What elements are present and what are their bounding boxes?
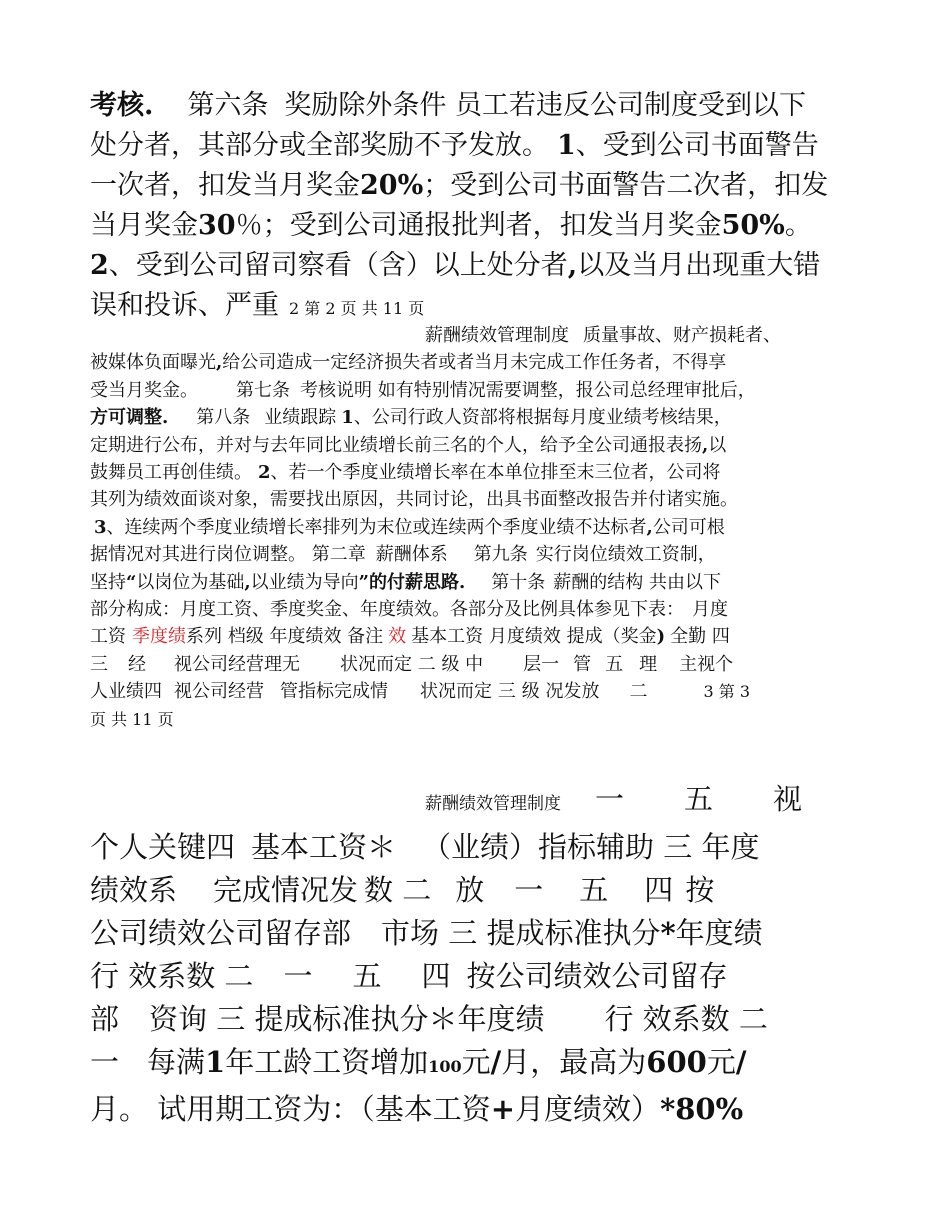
text-span: ,	[646, 516, 653, 538]
text-line	[90, 955, 870, 998]
text-line	[90, 541, 870, 568]
text-span: ,	[702, 434, 709, 456]
text-line	[90, 778, 870, 826]
list-number: 1	[557, 130, 576, 161]
list-number: 2	[90, 250, 109, 281]
text-line	[90, 206, 870, 246]
text-span: 五	[684, 782, 714, 816]
text-line	[90, 706, 870, 733]
text-span: 实行岗位绩效工资制，	[535, 544, 716, 566]
text-span: 三	[90, 653, 108, 675]
text-line	[90, 514, 870, 541]
text-span: 数 二	[364, 873, 432, 907]
text-span: 月度绩效）	[515, 1092, 661, 1126]
text-span: 资询 三 提成标准执分＊年度绩	[149, 1002, 545, 1036]
text-span: 、连续两个季度业绩增长率排列为末位或连续两个季度业绩不达标者	[106, 516, 647, 538]
text-span: 坚持	[90, 571, 126, 593]
text-span: 年度绩	[675, 916, 763, 950]
text-line	[90, 166, 870, 206]
percentage-value: 30	[198, 210, 236, 241]
text-line	[90, 623, 870, 650]
text-span: 元	[706, 1045, 736, 1079]
text-line	[90, 404, 870, 431]
text-line	[90, 1041, 870, 1088]
text-span: 人业绩四	[90, 681, 162, 703]
percentage-value: 50%	[721, 210, 785, 241]
text-span: 据情况对其进行岗位调整。 第二章	[90, 544, 366, 566]
text-span: 个人关键四	[90, 830, 236, 864]
text-span: 工资	[90, 626, 126, 648]
text-span: 按	[685, 873, 715, 907]
page-header: 薪酬绩效管理制度	[425, 794, 561, 814]
article-heading: 第九条	[473, 544, 528, 566]
text-line	[90, 596, 870, 623]
text-span: 一	[595, 782, 625, 816]
text-line	[90, 246, 870, 286]
text-span: 经	[128, 653, 146, 675]
text-span: 全勤 四	[670, 626, 730, 648]
article-heading: 第六条	[187, 90, 269, 121]
list-number: 3	[94, 516, 107, 538]
text-span: 主视个	[679, 653, 734, 675]
text-span: 。	[784, 210, 812, 241]
text-line	[90, 486, 870, 513]
chapter-heading: 薪酬体系	[375, 544, 448, 566]
text-span: 以岗位为基础	[136, 571, 245, 593]
text-span: 五	[352, 959, 382, 993]
text-span: 奖励除外条件 员工若违反公司制度受到以下	[284, 90, 806, 121]
text-span: 以业绩为导向	[250, 571, 359, 593]
text-span: 按公司绩效公司留存	[466, 959, 728, 993]
text-span: 、受到公司书面警告	[575, 130, 819, 161]
text-span: 鼓舞员工再创佳绩。	[90, 462, 252, 484]
text-span: 、受到公司留司察看（含）以上处分者	[108, 250, 568, 281]
text-span: （业绩）指标辅助 三 年度	[422, 830, 760, 864]
text-span: 方可调整.	[90, 407, 169, 429]
text-span: 考核说明 如有特别情况需要调整，报公司总经理审批后，	[300, 379, 756, 401]
text-span: 当月奖金	[90, 210, 198, 241]
text-span: ”	[358, 571, 369, 593]
text-span: 元	[461, 1045, 491, 1079]
text-span: 考核.	[90, 90, 154, 121]
text-span: 公司可根	[652, 516, 725, 538]
article-heading: 第七条	[236, 379, 290, 401]
text-span: 行 效系数 二	[90, 959, 254, 993]
text-span: 市场 三 提成标准执分	[381, 916, 661, 950]
text-span: 月。 试用期工资为：（基本工资	[90, 1092, 491, 1126]
text-span: 公司绩效公司留存部	[90, 916, 352, 950]
list-number: 2	[258, 462, 271, 484]
text-span: 视公司经营	[174, 681, 264, 703]
text-span: /	[490, 1045, 502, 1079]
text-span: 定期进行公布，并对与去年同比业绩增长前三名的个人，给予全公司通报表扬	[90, 434, 702, 456]
text-span: 部	[90, 1002, 120, 1036]
text-line	[90, 651, 870, 678]
text-line	[90, 826, 870, 869]
page-4-text-block	[90, 778, 870, 1131]
text-span: 薪酬的结构 共由以下	[553, 571, 722, 593]
text-span: *	[660, 916, 676, 950]
text-span: 层一	[523, 653, 560, 675]
text-span: )	[656, 626, 666, 648]
text-line	[90, 459, 870, 486]
text-span: 质量事故、财产损耗者、	[583, 325, 781, 346]
text-span: 基本工资 月度绩效 提成（奖金	[411, 626, 657, 648]
text-span: 视	[773, 782, 803, 816]
text-span: 二	[629, 681, 648, 703]
text-span: 一	[90, 1045, 120, 1079]
text-line	[90, 569, 870, 596]
text-span: 、若一个季度业绩增长率在本单位排至末三位者，公司将	[270, 462, 721, 484]
text-span: 四	[421, 959, 451, 993]
text-line	[90, 86, 870, 126]
highlighted-text: 季度绩	[132, 626, 186, 648]
text-span: 一次者，扣发当月奖金	[90, 170, 360, 201]
text-span: 理	[639, 653, 658, 675]
article-heading: 第十条	[491, 571, 546, 593]
text-line	[90, 126, 870, 166]
text-span: 绩效系	[90, 873, 178, 907]
text-span: ,	[567, 250, 578, 281]
text-span: /	[735, 1045, 747, 1079]
text-span: 一	[514, 873, 544, 907]
text-line	[90, 869, 870, 912]
text-span: 四	[644, 873, 674, 907]
text-span: 五	[605, 653, 624, 675]
page-footer: 2 第 2 页 共 11 页	[289, 299, 425, 318]
text-span: 系列 档级 年度绩效 备注	[186, 626, 384, 648]
text-line	[90, 912, 870, 955]
text-span: 部分构成：月度工资、季度奖金、年度绩效。各部分及比例具体参见下表：	[90, 599, 684, 621]
text-span: 误和投诉、严重	[90, 290, 279, 321]
text-span: 被媒体负面曝光	[90, 352, 216, 374]
text-span: 处分者，其部分或全部奖励不予发放。	[90, 130, 549, 161]
page-footer: 3 第 3	[703, 682, 751, 702]
page-3-text-block	[90, 322, 870, 733]
list-number: 1	[341, 407, 354, 429]
text-line	[90, 432, 870, 459]
text-span: 的付薪思路.	[369, 571, 466, 593]
text-span: 业绩跟踪	[264, 407, 337, 429]
text-span: 以及当月出现重大错	[577, 250, 821, 281]
text-span: *80%	[660, 1092, 744, 1126]
text-line	[90, 322, 870, 349]
text-line	[90, 349, 870, 376]
text-span: 600	[646, 1045, 707, 1079]
text-span: +	[490, 1092, 516, 1126]
text-span: 五	[579, 873, 609, 907]
text-span: 月，最高为	[501, 1045, 647, 1079]
text-span: 放	[455, 873, 485, 907]
text-line	[90, 377, 870, 404]
text-span: 以	[708, 434, 727, 456]
text-span: 月度	[692, 599, 728, 621]
article-heading: 第八条	[196, 407, 251, 429]
text-span: ,	[244, 571, 251, 593]
text-span: 受当月奖金。	[90, 379, 198, 401]
text-span: 年工龄工资增加	[225, 1045, 429, 1079]
text-line	[90, 678, 870, 705]
text-span: ,	[216, 352, 223, 374]
text-span: 每满	[147, 1045, 206, 1079]
text-span: 基本工资＊	[251, 830, 397, 864]
text-span: 100	[428, 1057, 462, 1076]
text-span: 视公司经营理无	[174, 653, 300, 675]
text-span: 完成情况发	[213, 873, 359, 907]
text-span: 1	[205, 1045, 226, 1079]
page-footer: 页 共 11 页	[90, 709, 174, 729]
text-span: 行 效系数 二	[604, 1002, 768, 1036]
text-span: 一	[283, 959, 313, 993]
page-2-text-block	[90, 86, 870, 329]
text-span: 给公司造成一定经济损失者或者当月未完成工作任务者，不得享	[222, 352, 727, 374]
text-span: 管	[573, 653, 592, 675]
text-span: 其列为绩效面谈对象，需要找出原因，共同讨论，出具书面整改报告并付诸实施。	[90, 489, 738, 511]
text-line	[90, 1088, 870, 1131]
percentage-value: 20%	[360, 170, 424, 201]
text-span: ；受到公司书面警告二次者，扣发	[423, 170, 829, 201]
text-span: 状况而定 三	[420, 681, 516, 703]
page-header: 薪酬绩效管理制度	[425, 325, 569, 346]
text-span: ％；受到公司通报批判者，扣发当月奖金	[235, 210, 722, 241]
text-span: 级 况发放	[521, 681, 600, 703]
text-span: 状况而定 二 级 中	[340, 653, 484, 675]
text-span: 管指标完成情	[280, 681, 388, 703]
text-span: 、公司行政人资部将根据每月度业绩考核结果，	[353, 407, 732, 429]
highlighted-text: 效	[388, 626, 407, 648]
text-span: “	[126, 571, 137, 593]
text-line	[90, 998, 870, 1041]
